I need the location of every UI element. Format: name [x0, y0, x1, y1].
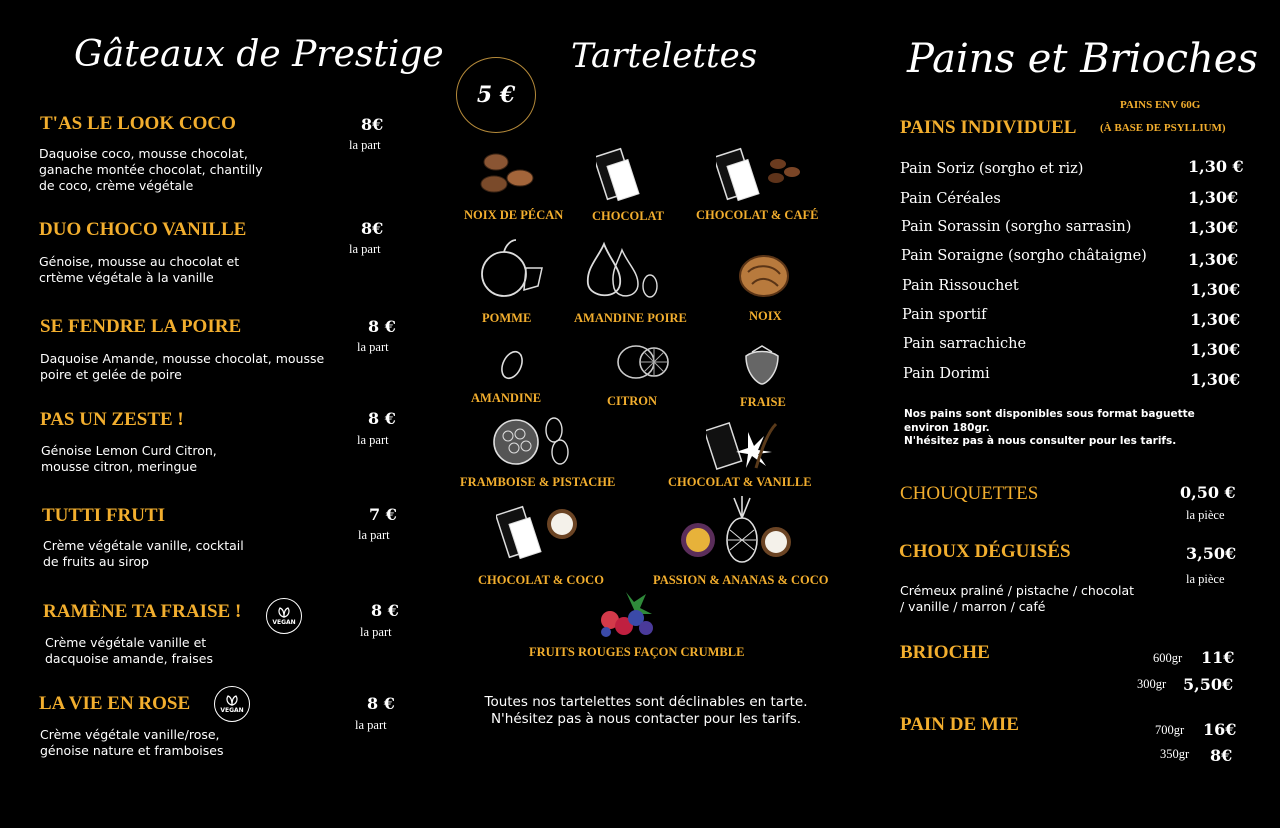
- choux-price: 3,50€: [1186, 544, 1237, 563]
- chocolate-vanilla-icon: [706, 422, 778, 472]
- pain-name: Pain Soriz (sorgho et riz): [900, 161, 1084, 177]
- pain-price: 1,30€: [1188, 250, 1239, 269]
- pain-name: Pain sarrachiche: [903, 336, 1027, 352]
- gateau-desc: Daquoise coco, mousse chocolat, ganache montée chocolat, chantilly de coco, crème végétale: [39, 146, 263, 193]
- chouquettes-unit: la pièce: [1186, 508, 1225, 522]
- gateau-desc: Crème végétale vanille/rose, génoise nature et framboises: [40, 727, 224, 758]
- walnut-icon: [738, 248, 792, 300]
- pain-de-mie-weight: 350gr: [1160, 747, 1190, 761]
- brioche-price: 11€: [1201, 648, 1235, 667]
- gateau-price: 8 €: [367, 694, 395, 713]
- gateau-name: DUO CHOCO VANILLE: [39, 219, 247, 240]
- leaf-icon: [224, 694, 240, 706]
- pain-name: Pain Soraigne (sorgho châtaigne): [901, 248, 1147, 264]
- passion-pineapple-coconut-icon: [678, 494, 798, 564]
- price-badge-text: 5 €: [476, 82, 516, 108]
- leaf-icon: [276, 606, 292, 618]
- pain-price: 1,30€: [1190, 370, 1241, 389]
- chocolate-bar-icon: [596, 146, 644, 204]
- gateau-name: SE FENDRE LA POIRE: [40, 316, 242, 337]
- flavor-label: FRUITS ROUGES FAÇON CRUMBLE: [529, 645, 745, 659]
- pain-price: 1,30 €: [1188, 157, 1244, 176]
- gateau-unit: la part: [349, 242, 381, 256]
- gateau-desc: Génoise Lemon Curd Citron, mousse citron, meringue: [41, 443, 217, 474]
- red-fruits-icon: [596, 588, 660, 638]
- pain-de-mie-name: PAIN DE MIE: [900, 714, 1019, 735]
- pain-name: Pain Céréales: [900, 191, 1001, 207]
- gateau-unit: la part: [358, 528, 390, 542]
- pain-name: Pain sportif: [902, 307, 987, 323]
- gateau-unit: la part: [355, 718, 387, 732]
- chouquettes-name: CHOUQUETTES: [900, 483, 1039, 504]
- flavor-label: PASSION & ANANAS & COCO: [653, 573, 829, 587]
- flavor-label: NOIX: [749, 309, 782, 323]
- pain-price: 1,30€: [1190, 340, 1241, 359]
- flavor-label: CHOCOLAT: [592, 209, 664, 223]
- almond-icon: [496, 348, 528, 382]
- price-badge: [456, 57, 536, 133]
- pain-price: 1,30€: [1188, 218, 1239, 237]
- flavor-label: NOIX DE PÉCAN: [464, 208, 564, 222]
- pain-name: Pain Sorassin (sorgho sarrasin): [901, 219, 1132, 235]
- brioche-name: BRIOCHE: [900, 642, 990, 663]
- pain-price: 1,30€: [1190, 310, 1241, 329]
- choux-desc: Crémeux praliné / pistache / chocolat / vanille / marron / café: [900, 583, 1135, 614]
- gateau-price: 8€: [361, 115, 384, 134]
- chouquettes-price: 0,50 €: [1180, 483, 1236, 502]
- flavor-label: CITRON: [607, 394, 658, 408]
- gateau-desc: Crème végétale vanille et dacquoise amande, fraises: [45, 635, 213, 666]
- flavor-label: AMANDINE: [471, 391, 542, 405]
- gateau-name: T'AS LE LOOK COCO: [40, 113, 236, 134]
- pains-title: Pains et Brioches: [907, 36, 1258, 82]
- gateau-price: 7 €: [369, 505, 397, 524]
- raspberry-pistachio-icon: [490, 412, 576, 470]
- strawberry-icon: [738, 344, 786, 386]
- chocolate-coffee-icon: [716, 146, 806, 204]
- pain-de-mie-weight: 700gr: [1155, 723, 1185, 737]
- pains-note-psyllium: (À BASE DE PSYLLIUM): [1100, 122, 1226, 134]
- pain-price: 1,30€: [1188, 188, 1239, 207]
- apple-icon: [478, 238, 546, 300]
- choux-name: CHOUX DÉGUISÉS: [899, 541, 1071, 562]
- pains-individuel-label: PAINS INDIVIDUEL: [900, 117, 1077, 138]
- gateau-price: 8€: [361, 219, 384, 238]
- flavor-label: FRAISE: [740, 395, 786, 409]
- vegan-badge: [266, 598, 302, 634]
- brioche-weight: 300gr: [1137, 677, 1167, 691]
- tartelettes-footer: Toutes nos tartelettes sont déclinables en tarte. N'hésitez pas à nous contacter pour les tarifs.: [484, 694, 808, 727]
- gateau-unit: la part: [360, 625, 392, 639]
- vegan-badge: [214, 686, 250, 722]
- tartelettes-title: Tartelettes: [571, 36, 758, 76]
- chocolate-coconut-icon: [496, 504, 582, 564]
- brioche-weight: 600gr: [1153, 651, 1183, 665]
- gateau-price: 8 €: [368, 317, 396, 336]
- gateau-name: TUTTI FRUTI: [42, 505, 165, 526]
- vegan-label: VEGAN: [220, 707, 244, 714]
- brioche-price: 5,50€: [1183, 675, 1234, 694]
- gateau-name: LA VIE EN ROSE: [39, 693, 191, 714]
- flavor-label: CHOCOLAT & VANILLE: [668, 475, 812, 489]
- flavor-label: POMME: [482, 311, 532, 325]
- gateau-desc: Daquoise Amande, mousse chocolat, mousse poire et gelée de poire: [40, 351, 325, 382]
- flavor-label: CHOCOLAT & COCO: [478, 573, 604, 587]
- gateau-name: PAS UN ZESTE !: [40, 409, 184, 430]
- pear-almond-icon: [580, 238, 662, 302]
- gateau-unit: la part: [349, 138, 381, 152]
- flavor-label: CHOCOLAT & CAFÉ: [696, 208, 819, 222]
- flavor-label: FRAMBOISE & PISTACHE: [460, 475, 616, 489]
- pains-note-weight: PAINS ENV 60G: [1120, 99, 1201, 111]
- gateau-desc: Crème végétale vanille, cocktail de fruits au sirop: [43, 538, 244, 569]
- gateau-name: RAMÈNE TA FRAISE !: [43, 601, 242, 622]
- lemon-icon: [614, 340, 670, 382]
- gateau-unit: la part: [357, 433, 389, 447]
- pain-de-mie-price: 8€: [1210, 746, 1233, 765]
- pain-name: Pain Rissouchet: [902, 278, 1019, 294]
- pecan-icon: [476, 150, 544, 198]
- pains-availability-note: Nos pains sont disponibles sous format baguette environ 180gr. N'hésitez pas à nous consulter pour les tarifs.: [904, 408, 1195, 447]
- flavor-label: AMANDINE POIRE: [574, 311, 687, 325]
- pain-de-mie-price: 16€: [1203, 720, 1237, 739]
- gateau-unit: la part: [357, 340, 389, 354]
- gateau-price: 8 €: [368, 409, 396, 428]
- pain-name: Pain Dorimi: [903, 366, 990, 382]
- gateaux-title: Gâteaux de Prestige: [74, 34, 444, 75]
- gateau-desc: Génoise, mousse au chocolat et crtème végétale à la vanille: [39, 254, 240, 285]
- pain-price: 1,30€: [1190, 280, 1241, 299]
- choux-unit: la pièce: [1186, 572, 1225, 586]
- gateau-price: 8 €: [371, 601, 399, 620]
- vegan-label: VEGAN: [272, 619, 296, 626]
